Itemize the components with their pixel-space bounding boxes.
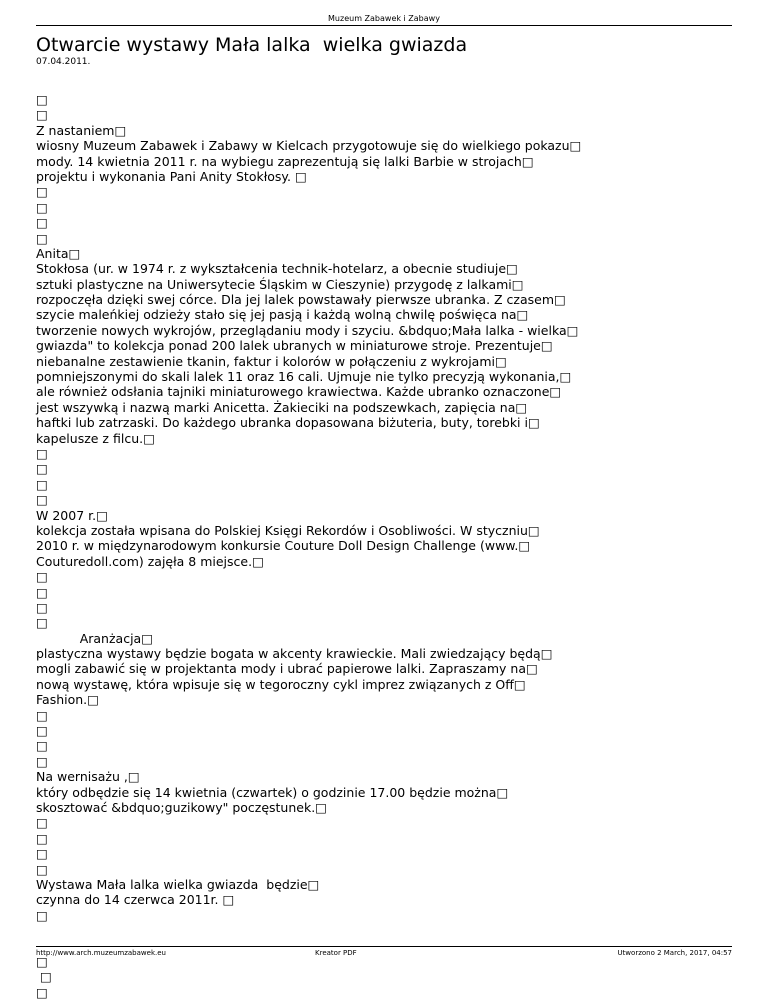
article-line: skosztować &bdquo;guzikowy" poczęstunek.□ <box>36 799 327 815</box>
article-line: haftki lub zatrzaski. Do każdego ubranka dopasowana biżuteria, buty, torebki i□ <box>36 415 540 431</box>
article-line: □ <box>36 830 48 846</box>
article-line: sztuki plastyczne na Uniwersytecie Śląskim w Cieszynie) przygodę z lalkami□ <box>36 276 524 292</box>
article-line: □ <box>36 599 48 615</box>
article-line: □ <box>36 476 48 492</box>
article-line: szycie maleńkiej odzieży stało się jej pasją i każdą wolną chwilę poświęca na□ <box>36 307 529 323</box>
article-line: □ <box>36 492 48 508</box>
article-line: W 2007 r.□ <box>36 507 108 523</box>
article-line: Anita□ <box>36 245 81 261</box>
article-line: tworzenie nowych wykrojów, przeglądaniu mody i szyciu. &bdquo;Mała lalka - wielka□ <box>36 322 579 338</box>
article-line: □ <box>36 199 48 215</box>
article-line: pomniejszonymi do skali lalek 11 oraz 16 cali. Ujmuje nie tylko precyzją wykonania,□ <box>36 369 572 385</box>
article-line: □ <box>36 107 48 123</box>
article-line: □ <box>36 723 48 739</box>
article-line: kapelusze z filcu.□ <box>36 430 155 446</box>
article-line: □ <box>36 615 48 631</box>
article-line: plastyczna wystawy będzie bogata w akcenty krawieckie. Mali zwiedzający będą□ <box>36 646 553 662</box>
article-line: □ <box>36 215 48 231</box>
article-line: □ <box>36 92 48 107</box>
article-line: Stokłosa (ur. w 1974 r. z wykształcenia technik-hotelarz, a obecnie studiuje□ <box>36 261 518 277</box>
article-line: Aranżacja□ <box>36 630 154 646</box>
article-line: □ <box>36 445 48 461</box>
article-line: Na wernisażu ,□ <box>36 769 140 785</box>
article-line: kolekcja została wpisana do Polskiej Księgi Rekordów i Osobliwości. W styczniu□ <box>36 522 540 538</box>
article-line: rozpoczęła dzięki swej córce. Dla jej lalek powstawały pierwsze ubranka. Z czasem□ <box>36 292 566 308</box>
article-line: wiosny Muzeum Zabawek i Zabawy w Kielcach przygotowuje się do wielkiego pokazu□ <box>36 138 582 154</box>
article-line: □ <box>36 907 48 923</box>
article-line: mody. 14 kwietnia 2011 r. na wybiegu zaprezentują się lalki Barbie w strojach□ <box>36 153 534 169</box>
header-divider <box>36 25 732 26</box>
article-line: □ <box>36 184 48 200</box>
article-line: □ <box>36 584 48 600</box>
article-line: który odbędzie się 14 kwietnia (czwartek) o godzinie 17.00 będzie można□ <box>36 784 509 800</box>
article-line: □ <box>36 461 48 477</box>
footer-url: http://www.arch.muzeumzabawek.eu <box>36 949 166 957</box>
article-line: □ <box>36 569 48 585</box>
article-line: □ <box>36 738 48 754</box>
article-line: □ <box>36 861 48 877</box>
article-line: Z nastaniem□ <box>36 122 127 138</box>
article-date: 07.04.2011. <box>36 57 91 67</box>
article-line: jest wszywką i nazwą marki Anicetta. Żakieciki na podszewkach, zapięcia na□ <box>36 399 528 415</box>
article-line: □ <box>36 953 48 969</box>
article-line: □ <box>36 815 48 831</box>
article-line: □ <box>36 753 48 769</box>
article-title: Otwarcie wystawy Mała lalka wielka gwiazda <box>36 34 468 56</box>
article-line: mogli zabawić się w projektanta mody i ubrać papierowe lalki. Zapraszamy na□ <box>36 661 538 677</box>
article-line: nową wystawę, która wpisuje się w tegoroczny cykl imprez związanych z Off□ <box>36 676 526 692</box>
article-line: projektu i wykonania Pani Anity Stokłosy. □ <box>36 168 307 184</box>
article-line: □ <box>36 230 48 246</box>
article-line: czynna do 14 czerwca 2011r. □ <box>36 892 235 908</box>
article-line: □ <box>36 707 48 723</box>
article-line: niebanalne zestawienie tkanin, faktur i kolorów w połączeniu z wykrojami□ <box>36 353 507 369</box>
article-line: □ <box>36 969 52 985</box>
article-line: □ <box>36 984 48 1000</box>
article-body <box>36 92 736 1000</box>
article-line: 2010 r. w międzynarodowym konkursie Couture Doll Design Challenge (www.□ <box>36 538 531 554</box>
article-line: ale również odsłania tajniki miniaturowego krawiectwa. Każde ubranko oznaczone□ <box>36 384 562 400</box>
article-line: Couturedoll.com) zajęła 8 miejsce.□ <box>36 553 264 569</box>
article-line: Fashion.□ <box>36 692 99 708</box>
page-header: Muzeum Zabawek i Zabawy <box>328 14 440 23</box>
footer-divider <box>36 946 732 947</box>
article-line: □ <box>36 846 48 862</box>
footer-created: Utworzono 2 March, 2017, 04:57 <box>617 949 732 957</box>
article-line <box>36 923 736 938</box>
footer-generator: Kreator PDF <box>315 949 357 957</box>
article-line: Wystawa Mała lalka wielka gwiazda będzie□ <box>36 876 320 892</box>
article-line: gwiazda" to kolekcja ponad 200 lalek ubranych w miniaturowe stroje. Prezentuje□ <box>36 338 553 354</box>
